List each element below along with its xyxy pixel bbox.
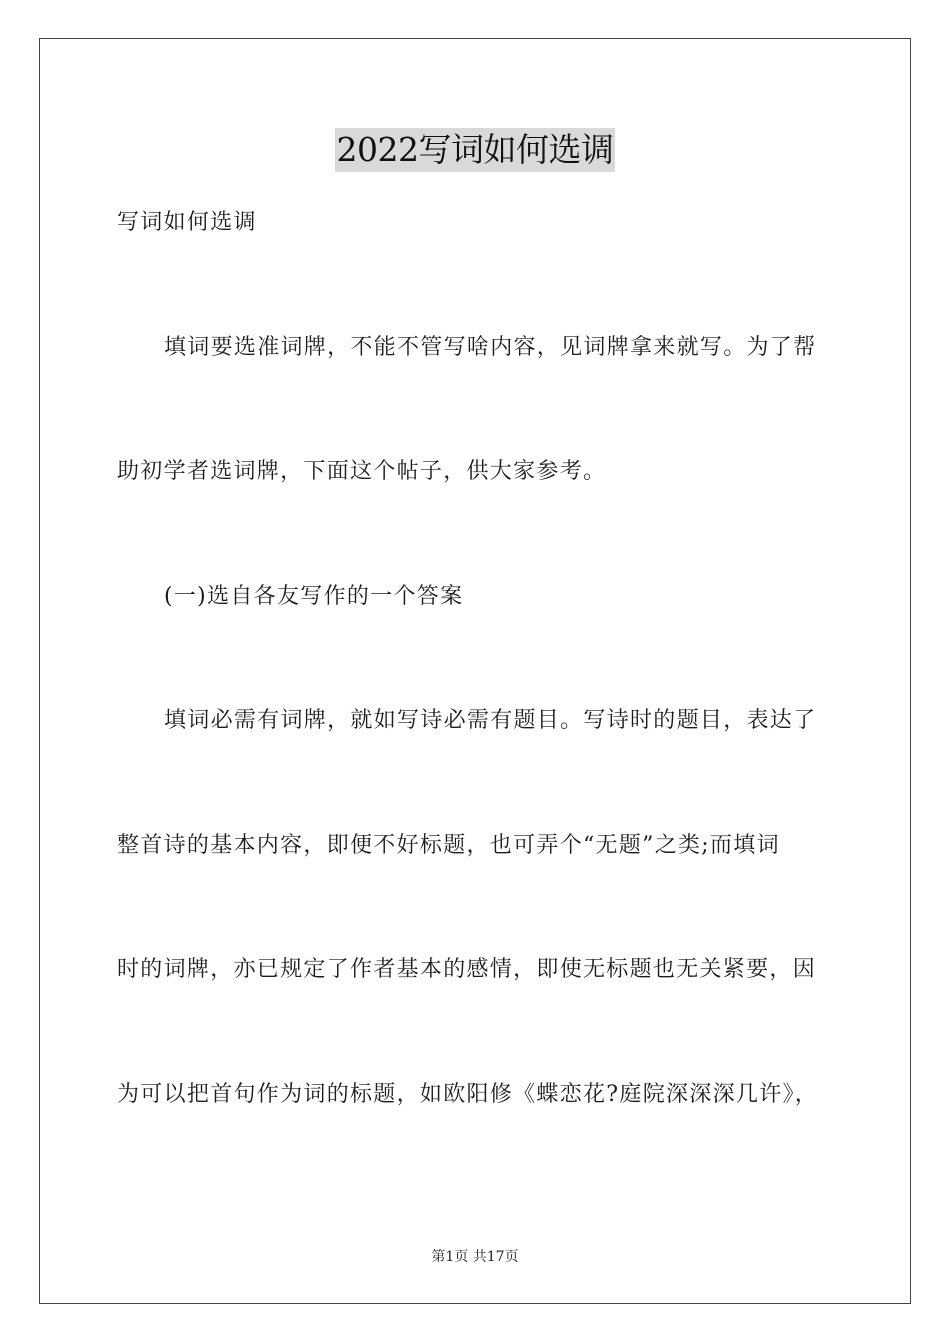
subtitle-line: 写词如何选调 [117, 210, 257, 235]
paragraph-line: 整首诗的基本内容，即便不好标题，也可弄个“无题”之类;而填词 [117, 833, 780, 858]
document-title [0, 128, 950, 172]
paragraph-line: 填词要选准词牌，不能不管写啥内容，见词牌拿来就写。为了帮 [164, 335, 817, 360]
document-title-text: 2022写词如何选调 [335, 128, 616, 172]
paragraph-line: 为可以把首句作为词的标题，如欧阳修《蝶恋花?庭院深深深几许》， [117, 1082, 819, 1107]
paragraph-line: 填词必需有词牌，就如写诗必需有题目。写诗时的题目，表达了 [164, 708, 817, 733]
page-number: 第1页 共17页 [431, 1249, 519, 1265]
paragraph-line: 时的词牌，亦已规定了作者基本的感情，即使无标题也无关紧要，因 [117, 957, 817, 982]
paragraph-line: 助初学者选词牌，下面这个帖子，供大家参考。 [117, 459, 607, 484]
section-heading: (一)选自各友写作的一个答案 [164, 584, 464, 609]
